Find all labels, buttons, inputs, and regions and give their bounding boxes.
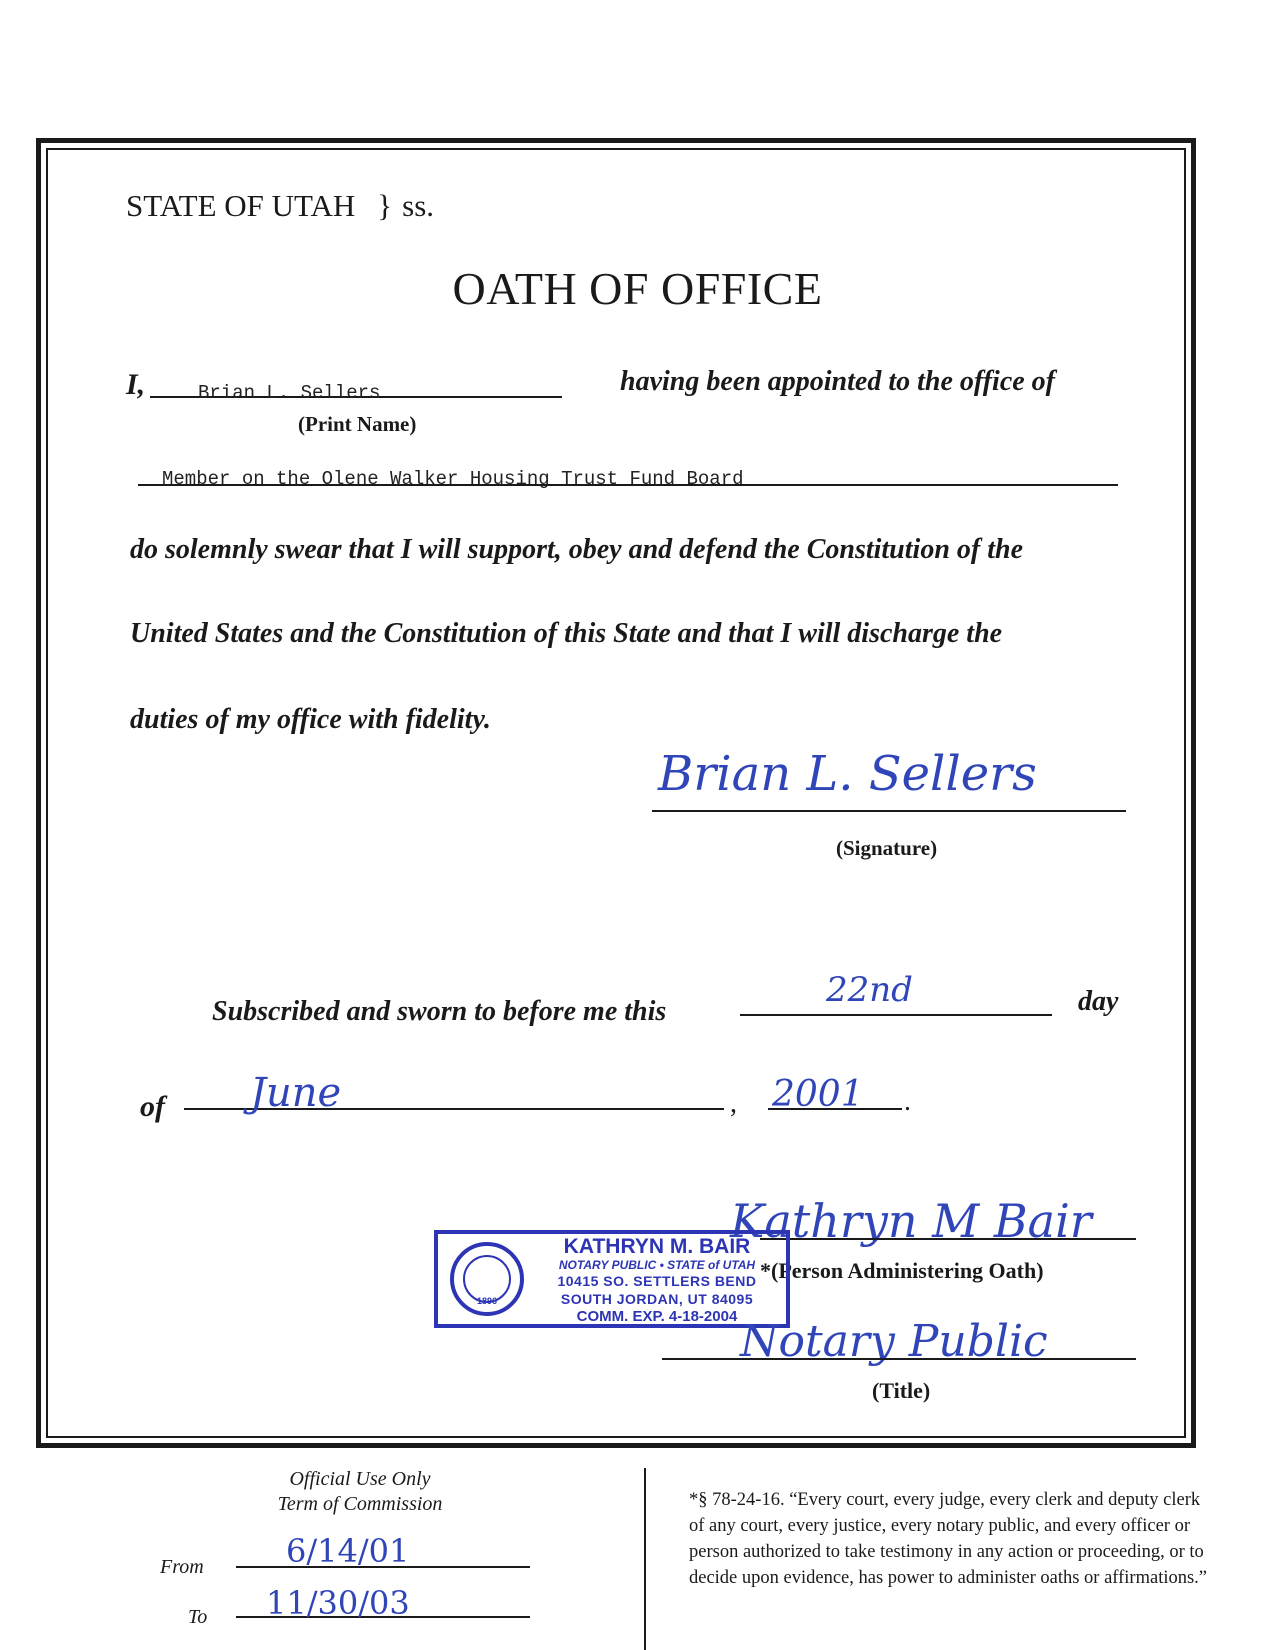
title-handwritten: Notary Public [740,1316,1048,1367]
state-name: STATE OF UTAH [126,188,356,223]
seal-year: 1896 [476,1296,498,1306]
state-heading [126,188,434,224]
appointed-text: having been appointed to the office of [620,366,1055,397]
from-label: From [160,1556,204,1578]
statute-footnote: *§ 78-24-16. “Every court, every judge, every clerk and deputy clerk of any court, every justice, every notary public, and every officer or person authorized to take testimony in any action or proceeding, or to decide upon evidence, has power to administer oaths or affirmations.” [689,1490,1208,1588]
ss-label: ss. [402,188,435,223]
brace-symbol: } [377,188,393,223]
comma: , [730,1088,737,1119]
state-seal [450,1242,524,1316]
printed-name: Brian L. Sellers [198,382,381,404]
office-name: Member on the Olene Walker Housing Trust Fund Board [162,468,744,490]
from-value: 6/14/01 [286,1532,410,1570]
signature-caption: (Signature) [836,836,938,860]
of-label: of [140,1090,165,1123]
notary-stamp [434,1230,790,1328]
day-label: day [1078,986,1119,1017]
i-prefix: I, [126,368,146,401]
period: . [904,1086,911,1117]
to-label: To [188,1606,208,1628]
day-line [740,1014,1052,1016]
signature-handwritten: Brian L. Sellers [658,746,1037,802]
administrator-line [760,1238,1136,1240]
day-value: 22nd [826,970,913,1010]
oath-line-2: United States and the Constitution of this State and that I will discharge the [130,618,1003,649]
stamp-line-3: SOUTH JORDAN, UT 84095 [560,1291,754,1307]
signature-line [652,810,1126,812]
page-title: OATH OF OFFICE [452,263,823,314]
subscribed-text: Subscribed and sworn to before me this [212,996,667,1027]
stamp-line-2: 10415 SO. SETTLERS BEND [557,1273,757,1289]
stamp-name: KATHRYN M. BAIR [563,1235,751,1258]
oath-line-3: duties of my office with fidelity. [130,704,491,735]
year-value: 2001 [772,1074,864,1115]
footer-divider [644,1468,646,1650]
print-name-caption: (Print Name) [298,412,417,436]
administrator-caption: *(Person Administering Oath) [760,1258,1044,1283]
official-use-heading: Official Use Only [289,1468,431,1490]
stamp-text [526,1236,788,1326]
stamp-line-1: NOTARY PUBLIC • STATE of UTAH [558,1258,756,1272]
to-value: 11/30/03 [266,1584,410,1622]
title-line [662,1358,1136,1360]
month-value: June [250,1070,342,1116]
stamp-line-4: COMM. EXP. 4-18-2004 [576,1308,738,1325]
term-heading: Term of Commission [277,1493,443,1515]
administrator-signature: Kathryn M Bair [730,1194,1092,1248]
title-caption: (Title) [872,1378,931,1403]
oath-line-1: do solemnly swear that I will support, obey and defend the Constitution of the [130,534,1023,565]
